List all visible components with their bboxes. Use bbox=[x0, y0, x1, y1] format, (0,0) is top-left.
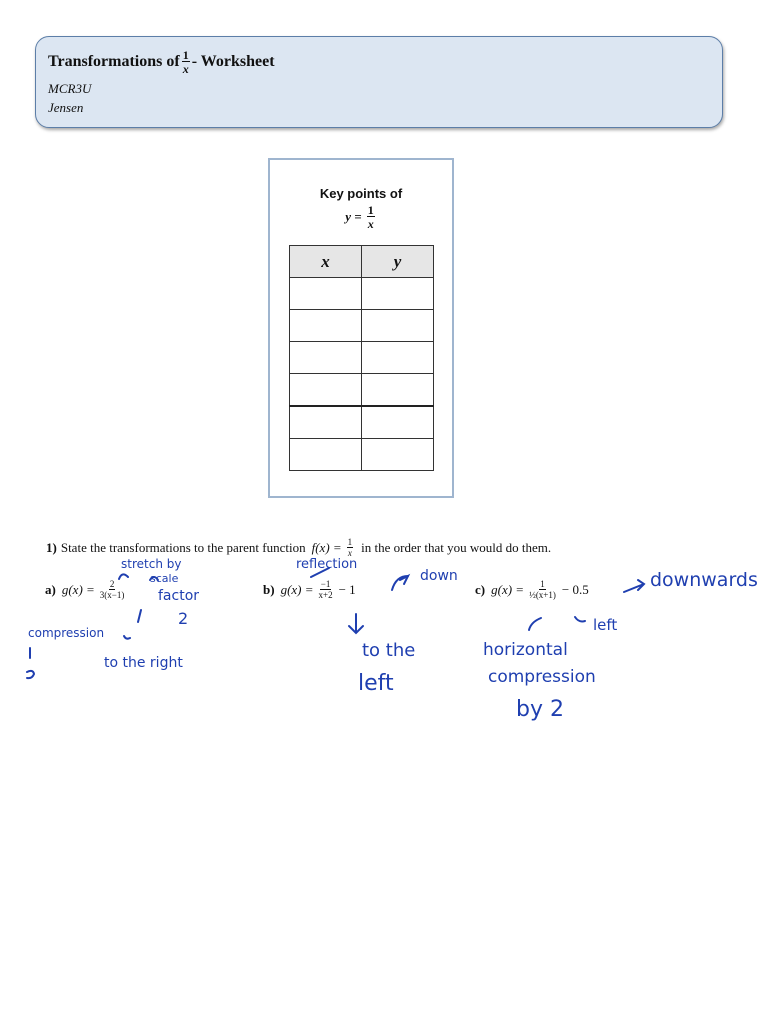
c-downwards-arrow bbox=[624, 580, 644, 592]
cell-x[interactable] bbox=[290, 342, 362, 374]
part-c-tail: − 0.5 bbox=[561, 582, 589, 597]
part-a bbox=[45, 580, 126, 600]
question-function: f(x) = bbox=[311, 540, 342, 555]
table-row bbox=[290, 342, 434, 374]
table-row bbox=[290, 278, 434, 310]
part-b bbox=[263, 580, 356, 600]
title-suffix: - Worksheet bbox=[191, 53, 275, 70]
hw-a-top2: scale bbox=[150, 572, 179, 585]
a-small-tick bbox=[124, 636, 130, 639]
part-a-den: 3(x−1) bbox=[99, 590, 125, 600]
c-left-hook bbox=[575, 617, 585, 622]
cell-x[interactable] bbox=[290, 439, 362, 471]
question-fraction bbox=[347, 538, 354, 558]
hw-a-right: to the right bbox=[104, 655, 183, 671]
table-row bbox=[290, 439, 434, 471]
hw-b-top: reflection bbox=[296, 557, 358, 572]
key-points-equation bbox=[270, 204, 452, 230]
column-header-x: x bbox=[290, 246, 362, 278]
hw-c-left: left bbox=[593, 616, 618, 634]
kp-eq-num: 1 bbox=[367, 203, 374, 217]
part-b-label: b) bbox=[263, 582, 275, 597]
kp-eq-fraction bbox=[367, 204, 375, 230]
part-c bbox=[475, 580, 589, 600]
b-reflection-arrow bbox=[311, 568, 329, 577]
cell-y[interactable] bbox=[362, 310, 434, 342]
cell-y[interactable] bbox=[362, 374, 434, 407]
part-a-label: a) bbox=[45, 582, 56, 597]
kp-eq-left: y = bbox=[345, 209, 362, 224]
part-b-num: −1 bbox=[320, 579, 331, 589]
hw-c-right: downwards bbox=[650, 569, 758, 591]
b-left-arrow bbox=[349, 614, 363, 633]
question-text-before: State the transformations to the parent function bbox=[60, 540, 306, 555]
table-header-row bbox=[290, 246, 434, 278]
part-b-den: x+2 bbox=[318, 590, 333, 600]
a-stretch-hook bbox=[119, 574, 128, 579]
worksheet-header bbox=[35, 36, 723, 128]
cell-y[interactable] bbox=[362, 439, 434, 471]
part-a-fraction bbox=[100, 580, 125, 600]
part-c-den: ½(x+1) bbox=[529, 590, 556, 600]
table-row bbox=[290, 310, 434, 342]
worksheet-title bbox=[48, 49, 275, 75]
part-c-fraction bbox=[529, 580, 556, 600]
hw-c-bottom3: by 2 bbox=[516, 697, 564, 722]
cell-x[interactable] bbox=[290, 278, 362, 310]
cell-x[interactable] bbox=[290, 374, 362, 407]
a-left-squiggle bbox=[27, 671, 34, 678]
question-text-after: in the order that you would do them. bbox=[361, 540, 552, 555]
hw-c-bottom1: horizontal bbox=[483, 640, 568, 660]
part-a-num: 2 bbox=[109, 579, 115, 589]
a-tick-mark bbox=[138, 610, 141, 622]
part-b-lhs: g(x) = bbox=[280, 582, 314, 597]
cell-y[interactable] bbox=[362, 278, 434, 310]
b-down-arrowhead bbox=[400, 576, 408, 584]
hw-c-bottom2: compression bbox=[488, 667, 596, 687]
table-row bbox=[290, 374, 434, 407]
cell-y[interactable] bbox=[362, 406, 434, 439]
hw-a-left: compression bbox=[28, 626, 105, 640]
title-fraction bbox=[182, 49, 190, 75]
teacher-name: Jensen bbox=[48, 100, 84, 115]
question-number: 1) bbox=[46, 540, 57, 555]
kp-eq-den: x bbox=[367, 217, 374, 231]
hw-b-bottom2: left bbox=[358, 671, 394, 696]
c-compression-arrow bbox=[529, 618, 541, 630]
hw-a-top3: factor bbox=[158, 588, 200, 604]
part-c-label: c) bbox=[475, 582, 486, 597]
cell-x[interactable] bbox=[290, 406, 362, 439]
b-down-arrow bbox=[392, 576, 408, 590]
part-b-tail: − 1 bbox=[338, 582, 356, 597]
hw-a-two: 2 bbox=[178, 609, 189, 628]
part-c-num: 1 bbox=[540, 579, 545, 589]
question-frac-num: 1 bbox=[347, 537, 353, 547]
title-frac-num: 1 bbox=[182, 48, 189, 62]
hw-a-top1: stretch by bbox=[121, 557, 182, 571]
part-a-lhs: g(x) = bbox=[61, 582, 95, 597]
a-scale-hook bbox=[150, 577, 158, 580]
key-points-box bbox=[268, 158, 454, 498]
question-frac-den: x bbox=[347, 548, 352, 558]
table-row bbox=[290, 406, 434, 439]
key-points-title: Key points of bbox=[319, 186, 403, 201]
cell-y[interactable] bbox=[362, 342, 434, 374]
cell-x[interactable] bbox=[290, 310, 362, 342]
title-prefix: Transformations of bbox=[48, 53, 180, 70]
course-code: MCR3U bbox=[48, 81, 92, 96]
part-b-fraction bbox=[319, 580, 333, 600]
hw-b-bottom1: to the bbox=[362, 640, 416, 661]
key-points-table bbox=[289, 245, 434, 471]
title-frac-den: x bbox=[182, 62, 189, 76]
hw-b-down: down bbox=[420, 568, 458, 584]
question-1 bbox=[46, 538, 551, 558]
column-header-y: y bbox=[362, 246, 434, 278]
part-c-lhs: g(x) = bbox=[491, 582, 525, 597]
